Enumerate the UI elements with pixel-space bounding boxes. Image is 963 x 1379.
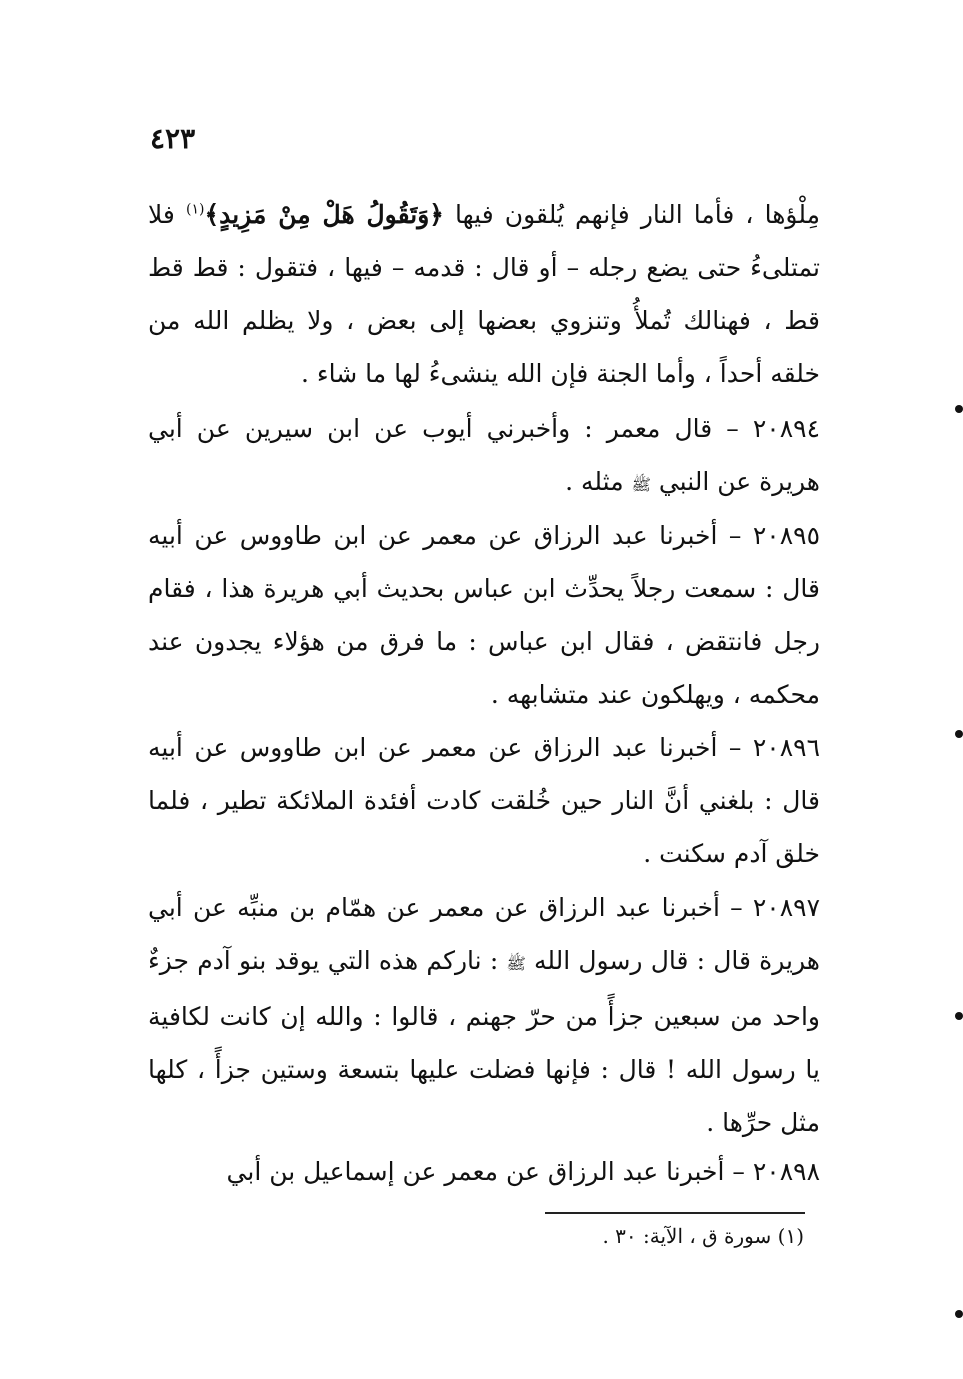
- page-number: ٤٢٣: [150, 122, 196, 155]
- hadith-20897-paragraph: [148, 881, 820, 1149]
- hadith-20894-part1: ٢٠٨٩٤ – قال معمر : وأخبرني أيوب عن ابن سيرين عن أبي هريرة عن النبي: [148, 414, 820, 496]
- footnote-divider: [545, 1212, 805, 1214]
- salutation-mark: ﷺ: [506, 954, 526, 973]
- hadith-20894-paragraph: [148, 402, 820, 511]
- hadith-20896-paragraph: [148, 721, 820, 880]
- intro-text-part1: مِلْؤها ، فأما النار فإنهم يُلقون فيها: [443, 200, 820, 229]
- footnote: (١) سورة ق ، الآية: ٣٠ .: [602, 1224, 804, 1248]
- hadith-20897-part1: ٢٠٨٩٧ – أخبرنا عبد الرزاق عن معمر عن همّام بن منبِّه عن أبي هريرة قال : قال رسول الله: [148, 893, 820, 975]
- salutation-mark: ﷺ: [631, 475, 651, 494]
- footnote-marker: (١): [185, 201, 205, 218]
- margin-mark: [955, 1012, 963, 1020]
- margin-mark: [955, 1310, 963, 1318]
- quran-verse: ﴿وَتَقُولُ هَلْ مِنْ مَزِيدٍ﴾: [204, 200, 444, 229]
- hadith-20896-text: ٢٠٨٩٦ – أخبرنا عبد الرزاق عن معمر عن ابن طاووس عن أبيه قال : بلغني أنَّ النار حين خُلقت كادت أفئدة الملائكة تطير ، فلما خلق آدم سكنت .: [148, 733, 820, 868]
- margin-mark: [955, 405, 963, 413]
- hadith-20898-paragraph: [148, 1145, 820, 1198]
- hadith-20898-text: ٢٠٨٩٨ – أخبرنا عبد الرزاق عن معمر عن إسماعيل بن أبي: [226, 1157, 820, 1186]
- margin-mark: [955, 730, 963, 738]
- hadith-20895-paragraph: [148, 509, 820, 721]
- hadith-20897-part2: : ناركم هذه التي يوقد بنو آدم جزءٌ واحد من سبعين جزأً من حرّ جهنم ، قالوا : والله إن كانت لكافية يا رسول الله ! قال : فإنها فضلت عليها بتسعة وستين جزأً ، كلها مثل حرِّها .: [148, 946, 820, 1137]
- hadith-20894-part2: مثله .: [565, 467, 632, 496]
- hadith-20895-text: ٢٠٨٩٥ – أخبرنا عبد الرزاق عن معمر عن ابن طاووس عن أبيه قال : سمعت رجلاً يحدِّث ابن عباس بحديث أبي هريرة هذا ، فقام رجل فانتقض ، فقال ابن عباس : ما فرق من هؤلاء يجدون عند محكمه ، ويهلكون عند متشابهه .: [148, 521, 820, 709]
- intro-paragraph: [148, 188, 820, 400]
- intro-text-part2: فلا تمتلىءُ حتى يضع رجله – أو قال : قدمه – فيها ، فتقول : قط قط قط ، فهنالك تُملأُ وتنزوي بعضها إلى بعض ، ولا يظلم الله من خلقه أحداً ، وأما الجنة فإن الله ينشىءُ لها ما شاء .: [148, 200, 820, 388]
